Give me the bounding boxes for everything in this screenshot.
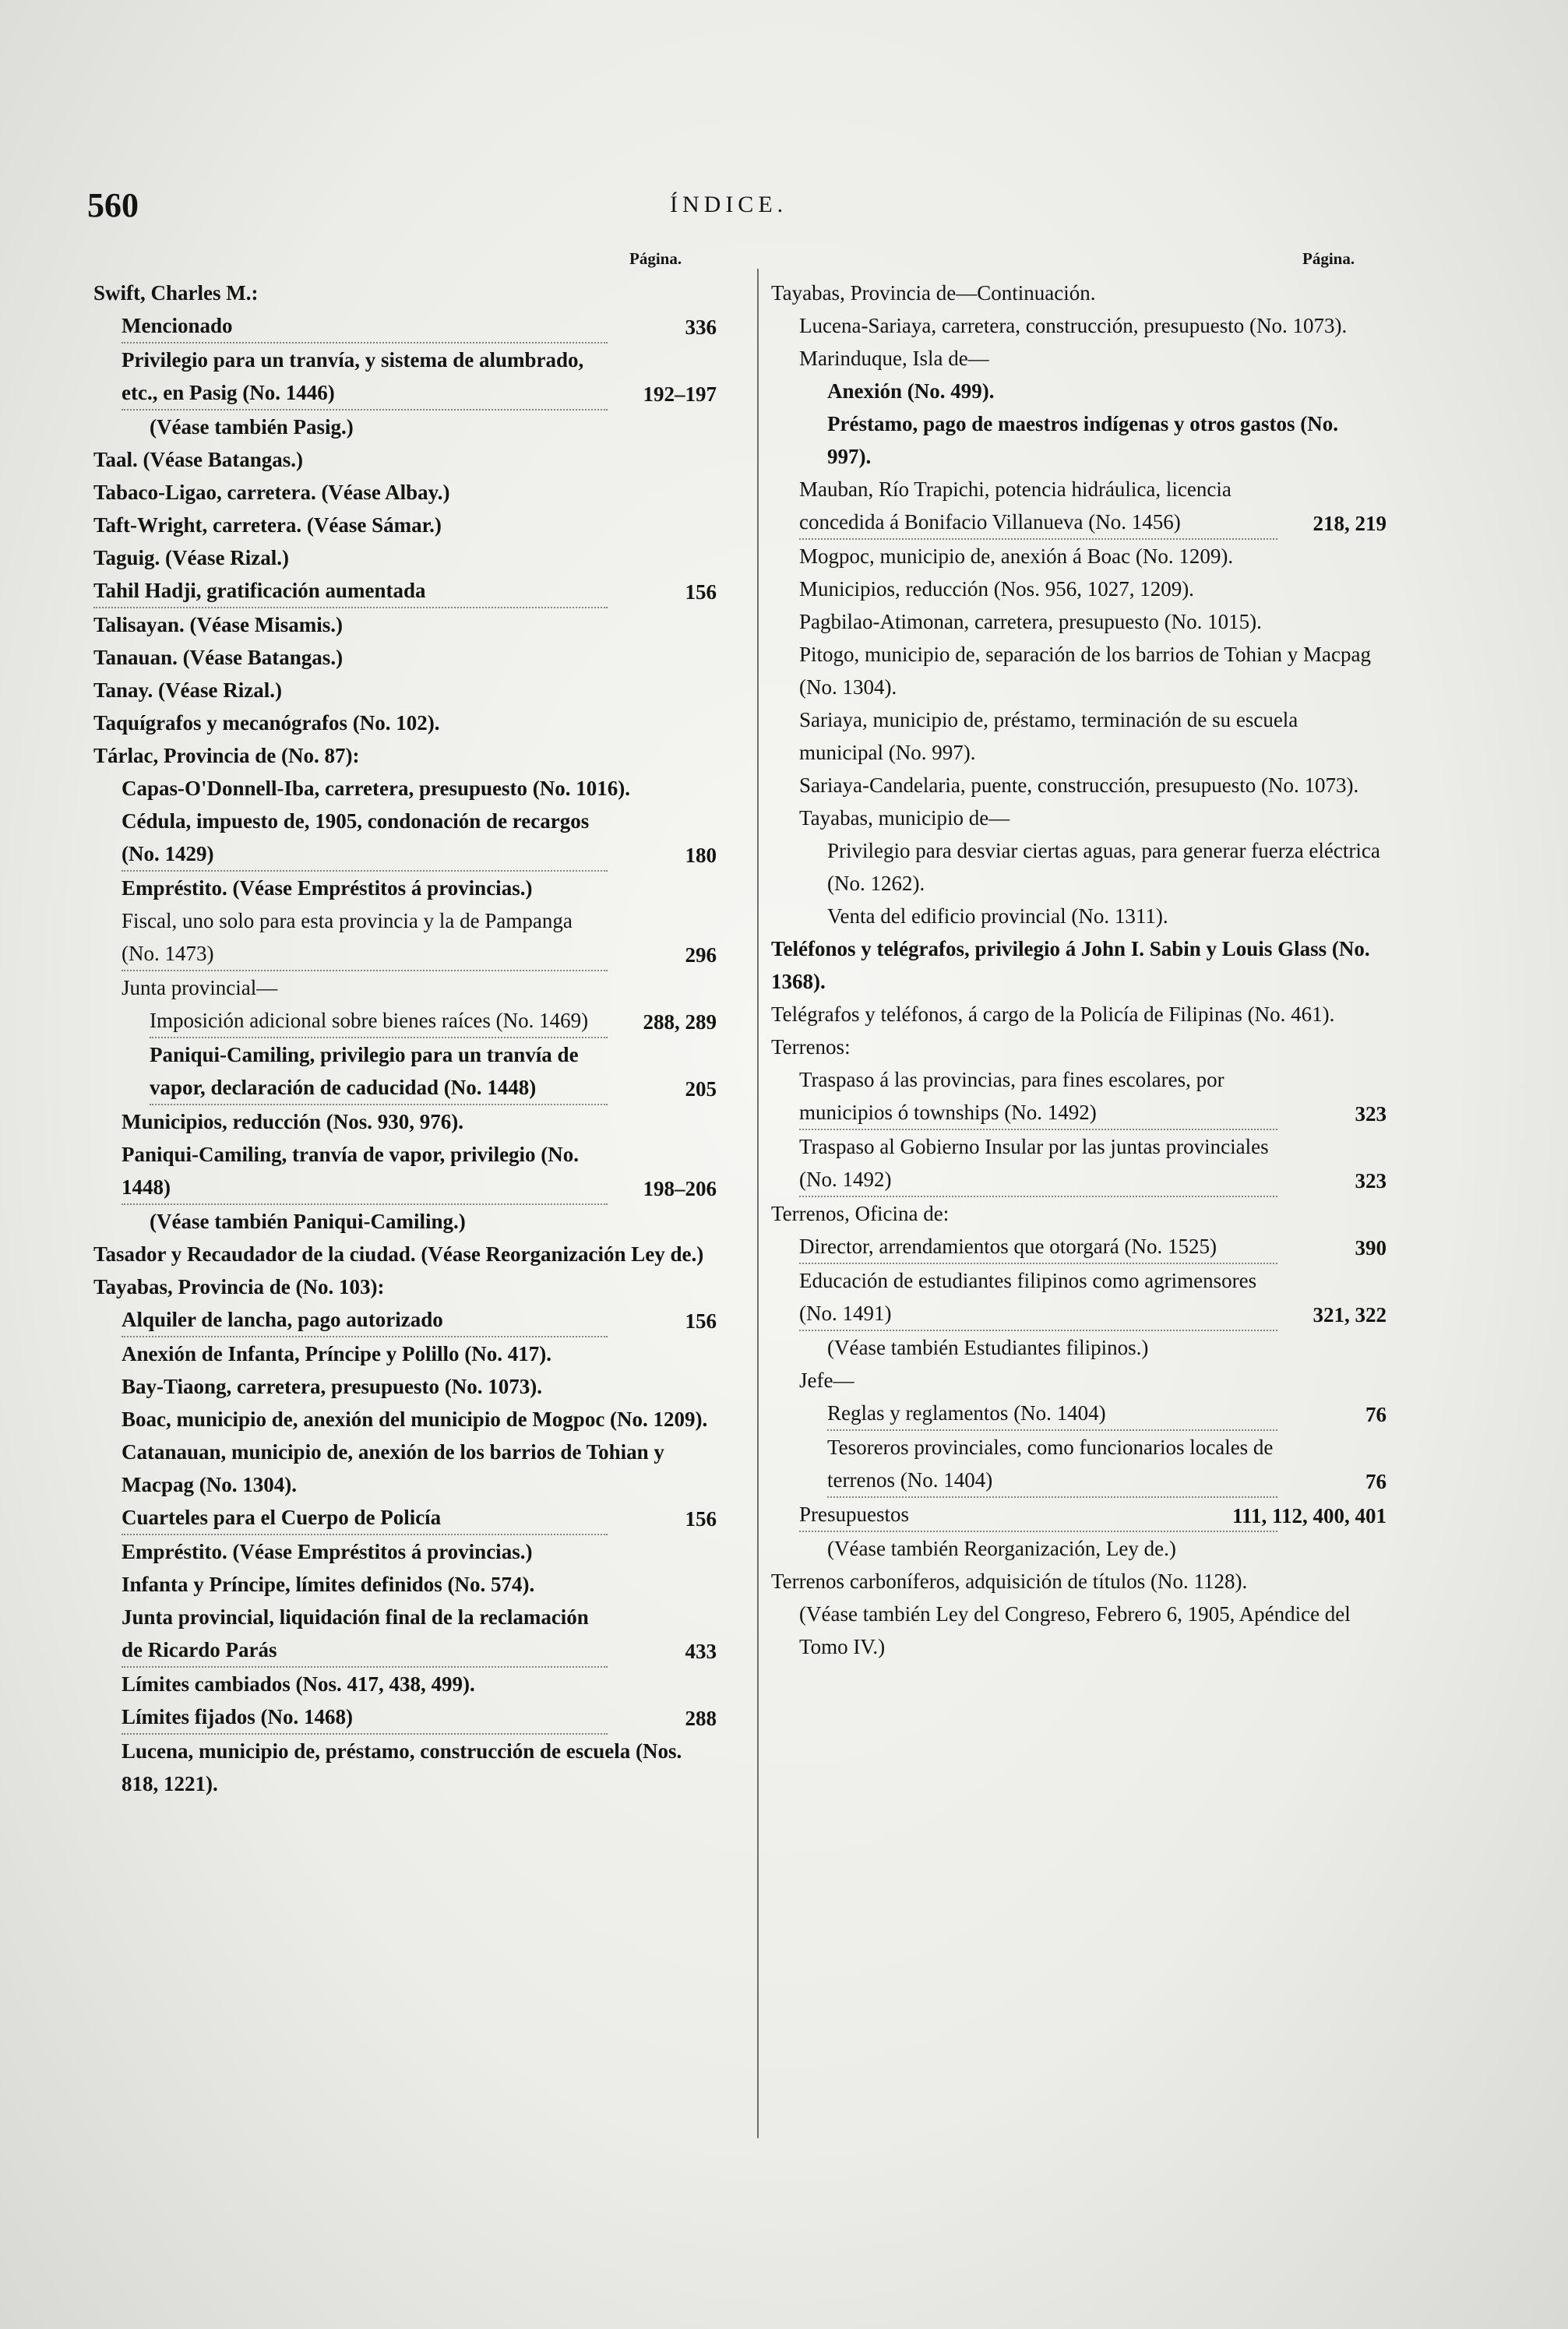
index-entry-text: Tárlac, Provincia de (No. 87): bbox=[93, 744, 360, 767]
right-column-header: Página. bbox=[1302, 249, 1355, 268]
index-entry-text: Junta provincial, liquidación final de la reclamación de Ricardo Parás bbox=[122, 1601, 608, 1668]
index-entry bbox=[93, 1105, 717, 1138]
index-entry-text: Educación de estudiantes filipinos como agrimensores (No. 1491) bbox=[799, 1264, 1277, 1331]
index-entry bbox=[93, 674, 717, 706]
index-entry bbox=[93, 541, 717, 574]
left-index-column bbox=[93, 277, 717, 1800]
index-entry bbox=[93, 1138, 717, 1205]
index-entry bbox=[771, 540, 1387, 573]
index-entry-text: Pagbilao-Atimonan, carretera, presupuesto (No. 1015). bbox=[799, 610, 1262, 633]
index-entry-text: Pitogo, municipio de, separación de los barrios de Tohian y Macpag (No. 1304). bbox=[799, 643, 1371, 699]
index-entry bbox=[771, 1197, 1387, 1230]
index-entry-text: Municipios, reducción (Nos. 930, 976). bbox=[122, 1110, 464, 1133]
index-entry bbox=[771, 802, 1387, 834]
index-entry-page: 76 bbox=[1365, 1470, 1387, 1493]
index-entry bbox=[771, 834, 1387, 900]
index-entry-text: (Véase también Pasig.) bbox=[150, 415, 354, 439]
index-entry bbox=[771, 1397, 1387, 1431]
index-entry bbox=[93, 772, 717, 805]
index-entry-text: Cédula, impuesto de, 1905, condonación de recargos (No. 1429) bbox=[122, 805, 608, 872]
index-entry-page: 156 bbox=[685, 580, 717, 604]
index-entry bbox=[771, 605, 1387, 638]
index-entry-text: Lucena-Sariaya, carretera, construcción, presupuesto (No. 1073). bbox=[799, 314, 1348, 337]
index-entry-text: Terrenos, Oficina de: bbox=[771, 1202, 950, 1225]
index-entry bbox=[771, 1130, 1387, 1197]
index-entry bbox=[93, 739, 717, 772]
index-entry bbox=[93, 1205, 717, 1238]
index-entry-text: Cuarteles para el Cuerpo de Policía bbox=[122, 1501, 608, 1535]
index-entry-text: Empréstito. (Véase Empréstitos á provincias.) bbox=[122, 876, 533, 900]
index-entry-text: Tabaco-Ligao, carretera. (Véase Albay.) bbox=[93, 481, 450, 504]
index-entry-text: Alquiler de lancha, pago autorizado bbox=[122, 1303, 608, 1337]
index-entry-text: Junta provincial— bbox=[122, 976, 278, 999]
index-entry-text: Anexión (No. 499). bbox=[827, 379, 995, 403]
index-entry-text: Director, arrendamientos que otorgará (No. 1525) bbox=[799, 1230, 1277, 1264]
index-entry bbox=[93, 1238, 717, 1270]
column-divider bbox=[757, 269, 759, 2138]
index-entry bbox=[771, 342, 1387, 375]
index-entry bbox=[93, 1568, 717, 1601]
index-entry-page: 180 bbox=[685, 844, 717, 867]
index-entry-page: 76 bbox=[1365, 1403, 1387, 1426]
index-entry bbox=[93, 1700, 717, 1735]
index-entry-page: 323 bbox=[1355, 1102, 1387, 1126]
index-entry-text: Talisayan. (Véase Misamis.) bbox=[93, 613, 344, 636]
index-entry bbox=[93, 1436, 717, 1501]
index-entry-text: Venta del edificio provincial (No. 1311). bbox=[827, 904, 1168, 928]
index-entry bbox=[93, 608, 717, 641]
index-entry bbox=[771, 703, 1387, 769]
index-entry bbox=[93, 1501, 717, 1535]
index-entry-text: Terrenos: bbox=[771, 1035, 851, 1059]
index-entry bbox=[771, 1264, 1387, 1331]
index-entry bbox=[771, 769, 1387, 802]
index-entry bbox=[771, 638, 1387, 703]
index-entry bbox=[93, 476, 717, 509]
index-entry bbox=[771, 998, 1387, 1031]
index-entry bbox=[93, 344, 717, 410]
index-entry-text: Tasador y Recaudador de la ciudad. (Véase Reorganización Ley de.) bbox=[93, 1242, 704, 1266]
index-entry-text: Tesoreros provinciales, como funcionarios locales de terrenos (No. 1404) bbox=[827, 1431, 1277, 1498]
index-entry bbox=[93, 509, 717, 541]
index-entry bbox=[93, 1601, 717, 1668]
index-entry-text: Fiscal, uno solo para esta provincia y la de Pampanga (No. 1473) bbox=[122, 904, 608, 971]
index-entry-page: 323 bbox=[1355, 1169, 1387, 1193]
index-entry-text: Taft-Wright, carretera. (Véase Sámar.) bbox=[93, 513, 442, 537]
index-entry bbox=[93, 277, 717, 309]
index-entry-text: Mogpoc, municipio de, anexión á Boac (No. 1209). bbox=[799, 544, 1234, 568]
index-entry-text: Empréstito. (Véase Empréstitos á provincias.) bbox=[122, 1540, 533, 1563]
index-entry-text: Paniqui-Camiling, privilegio para un tranvía de vapor, declaración de caducidad (No. 1448) bbox=[150, 1038, 608, 1105]
index-entry bbox=[771, 1565, 1387, 1598]
index-entry-text: Presupuestos bbox=[799, 1498, 1277, 1532]
index-entry-text: Paniqui-Camiling, tranvía de vapor, privilegio (No. 1448) bbox=[122, 1138, 608, 1205]
index-entry bbox=[93, 805, 717, 872]
index-entry-text: Mauban, Río Trapichi, potencia hidráulica, licencia concedida á Bonifacio Villanueva (No. 1456) bbox=[799, 473, 1277, 540]
index-entry-text: Sariaya, municipio de, préstamo, terminación de su escuela municipal (No. 997). bbox=[799, 708, 1298, 764]
right-index-column bbox=[771, 277, 1387, 1663]
index-entry-text: Jefe— bbox=[799, 1369, 854, 1392]
index-entry-text: Capas-O'Donnell-Iba, carretera, presupuesto (No. 1016). bbox=[122, 777, 630, 800]
index-entry-text: Tanauan. (Véase Batangas.) bbox=[93, 646, 344, 669]
index-entry bbox=[93, 1303, 717, 1337]
index-entry bbox=[93, 706, 717, 739]
index-entry bbox=[771, 1031, 1387, 1063]
page-number: 560 bbox=[87, 186, 139, 224]
index-entry-text: Privilegio para un tranvía, y sistema de alumbrado, etc., en Pasig (No. 1446) bbox=[122, 344, 608, 410]
index-entry bbox=[93, 1735, 717, 1800]
index-entry bbox=[771, 573, 1387, 605]
index-entry-page: 198–206 bbox=[643, 1177, 717, 1200]
index-entry bbox=[771, 1598, 1387, 1663]
index-entry-text: Bay-Tiaong, carretera, presupuesto (No. 1073). bbox=[122, 1375, 542, 1398]
index-entry bbox=[771, 309, 1387, 342]
index-entry bbox=[771, 473, 1387, 540]
index-entry-text: Tanay. (Véase Rizal.) bbox=[93, 678, 282, 702]
index-entry bbox=[93, 971, 717, 1004]
index-entry bbox=[93, 443, 717, 476]
index-entry-text: Tayabas, Provincia de (No. 103): bbox=[93, 1275, 385, 1298]
index-entry-page: 296 bbox=[685, 943, 717, 967]
index-entry bbox=[771, 1498, 1387, 1532]
index-entry bbox=[93, 872, 717, 904]
index-entry-text: Traspaso al Gobierno Insular por las juntas provinciales (No. 1492) bbox=[799, 1130, 1277, 1197]
index-entry-page: 205 bbox=[685, 1077, 717, 1101]
index-entry-page: 288 bbox=[685, 1707, 717, 1730]
index-entry-text: (Véase también Reorganización, Ley de.) bbox=[827, 1537, 1176, 1560]
index-entry-page: 321, 322 bbox=[1313, 1303, 1387, 1327]
index-entry-text: Anexión de Infanta, Príncipe y Polillo (No. 417). bbox=[122, 1342, 551, 1365]
index-entry bbox=[771, 1063, 1387, 1130]
index-entry-page: 336 bbox=[685, 315, 717, 339]
index-entry-text: Límites cambiados (Nos. 417, 438, 499). bbox=[122, 1672, 475, 1696]
index-entry bbox=[771, 1364, 1387, 1397]
index-entry-text: (Véase también Estudiantes filipinos.) bbox=[827, 1336, 1149, 1359]
index-entry-text: Préstamo, pago de maestros indígenas y otros gastos (No. 997). bbox=[827, 412, 1338, 468]
index-entry-text: Taal. (Véase Batangas.) bbox=[93, 448, 304, 471]
index-entry-text: Telégrafos y teléfonos, á cargo de la Policía de Filipinas (No. 461). bbox=[771, 1002, 1335, 1026]
index-entry-text: Límites fijados (No. 1468) bbox=[122, 1700, 608, 1735]
index-entry-text: Reglas y reglamentos (No. 1404) bbox=[827, 1397, 1277, 1431]
index-entry bbox=[93, 1337, 717, 1370]
index-entry bbox=[771, 1331, 1387, 1364]
index-entry bbox=[93, 1270, 717, 1303]
index-entry-text: Lucena, municipio de, préstamo, construcción de escuela (Nos. 818, 1221). bbox=[122, 1739, 682, 1795]
index-entry-text: Privilegio para desviar ciertas aguas, para generar fuerza eléctrica (No. 1262). bbox=[827, 839, 1380, 895]
index-entry bbox=[771, 900, 1387, 932]
index-entry bbox=[93, 1535, 717, 1568]
index-entry-text: Municipios, reducción (Nos. 956, 1027, 1209). bbox=[799, 577, 1194, 601]
index-entry-page: 192–197 bbox=[643, 382, 717, 406]
index-entry-text: (Véase también Paniqui-Camiling.) bbox=[150, 1210, 466, 1233]
index-entry-page: 433 bbox=[685, 1640, 717, 1663]
index-entry-text: Infanta y Príncipe, límites definidos (No. 574). bbox=[122, 1573, 535, 1596]
index-entry-page: 156 bbox=[685, 1309, 717, 1333]
index-entry-text: Teléfonos y telégrafos, privilegio á John I. Sabin y Louis Glass (No. 1368). bbox=[771, 937, 1370, 993]
index-entry-text: Tahil Hadji, gratificación aumentada bbox=[93, 574, 608, 608]
index-entry-page: 390 bbox=[1355, 1236, 1387, 1260]
index-entry-text: Imposición adicional sobre bienes raíces (No. 1469) bbox=[150, 1004, 608, 1038]
index-entry bbox=[93, 1370, 717, 1403]
index-entry-text: (Véase también Ley del Congreso, Febrero 6, 1905, Apéndice del Tomo IV.) bbox=[799, 1602, 1351, 1658]
index-entry-text: Sariaya-Candelaria, puente, construcción, presupuesto (No. 1073). bbox=[799, 773, 1359, 797]
index-entry bbox=[93, 1403, 717, 1436]
page-title: ÍNDICE. bbox=[670, 192, 788, 217]
index-entry-text: Marinduque, Isla de— bbox=[799, 347, 989, 370]
index-entry-text: Taguig. (Véase Rizal.) bbox=[93, 546, 289, 569]
index-entry bbox=[771, 1431, 1387, 1498]
index-entry bbox=[771, 1230, 1387, 1264]
index-entry-page: 288, 289 bbox=[643, 1010, 717, 1034]
index-entry bbox=[771, 407, 1387, 473]
index-entry-page: 111, 112, 400, 401 bbox=[1231, 1504, 1387, 1527]
left-column-header: Página. bbox=[629, 249, 682, 268]
index-entry bbox=[771, 277, 1387, 309]
index-entry bbox=[93, 641, 717, 674]
index-entry-text: Mencionado bbox=[122, 309, 608, 344]
index-entry bbox=[771, 375, 1387, 407]
index-entry-page: 156 bbox=[685, 1507, 717, 1531]
index-entry-text: Taquígrafos y mecanógrafos (No. 102). bbox=[93, 711, 440, 735]
index-entry bbox=[771, 1532, 1387, 1565]
index-entry bbox=[93, 410, 717, 443]
index-entry bbox=[93, 1668, 717, 1700]
index-entry-text: Swift, Charles M.: bbox=[93, 281, 259, 305]
index-entry-page: 218, 219 bbox=[1313, 512, 1387, 535]
index-entry bbox=[93, 904, 717, 971]
index-entry bbox=[93, 1004, 717, 1038]
index-entry-text: Tayabas, Provincia de—Continuación. bbox=[771, 281, 1096, 305]
index-entry bbox=[93, 574, 717, 608]
index-entry-text: Traspaso á las provincias, para fines escolares, por municipios ó townships (No. 1492) bbox=[799, 1063, 1277, 1130]
index-entry bbox=[93, 1038, 717, 1105]
index-entry bbox=[93, 309, 717, 344]
index-entry-text: Terrenos carboníferos, adquisición de títulos (No. 1128). bbox=[771, 1570, 1248, 1593]
index-entry-text: Boac, municipio de, anexión del municipio de Mogpoc (No. 1209). bbox=[122, 1408, 708, 1431]
index-entry-text: Tayabas, municipio de— bbox=[799, 806, 1010, 830]
index-entry-text: Catanauan, municipio de, anexión de los barrios de Tohian y Macpag (No. 1304). bbox=[122, 1440, 664, 1496]
index-entry bbox=[771, 932, 1387, 998]
